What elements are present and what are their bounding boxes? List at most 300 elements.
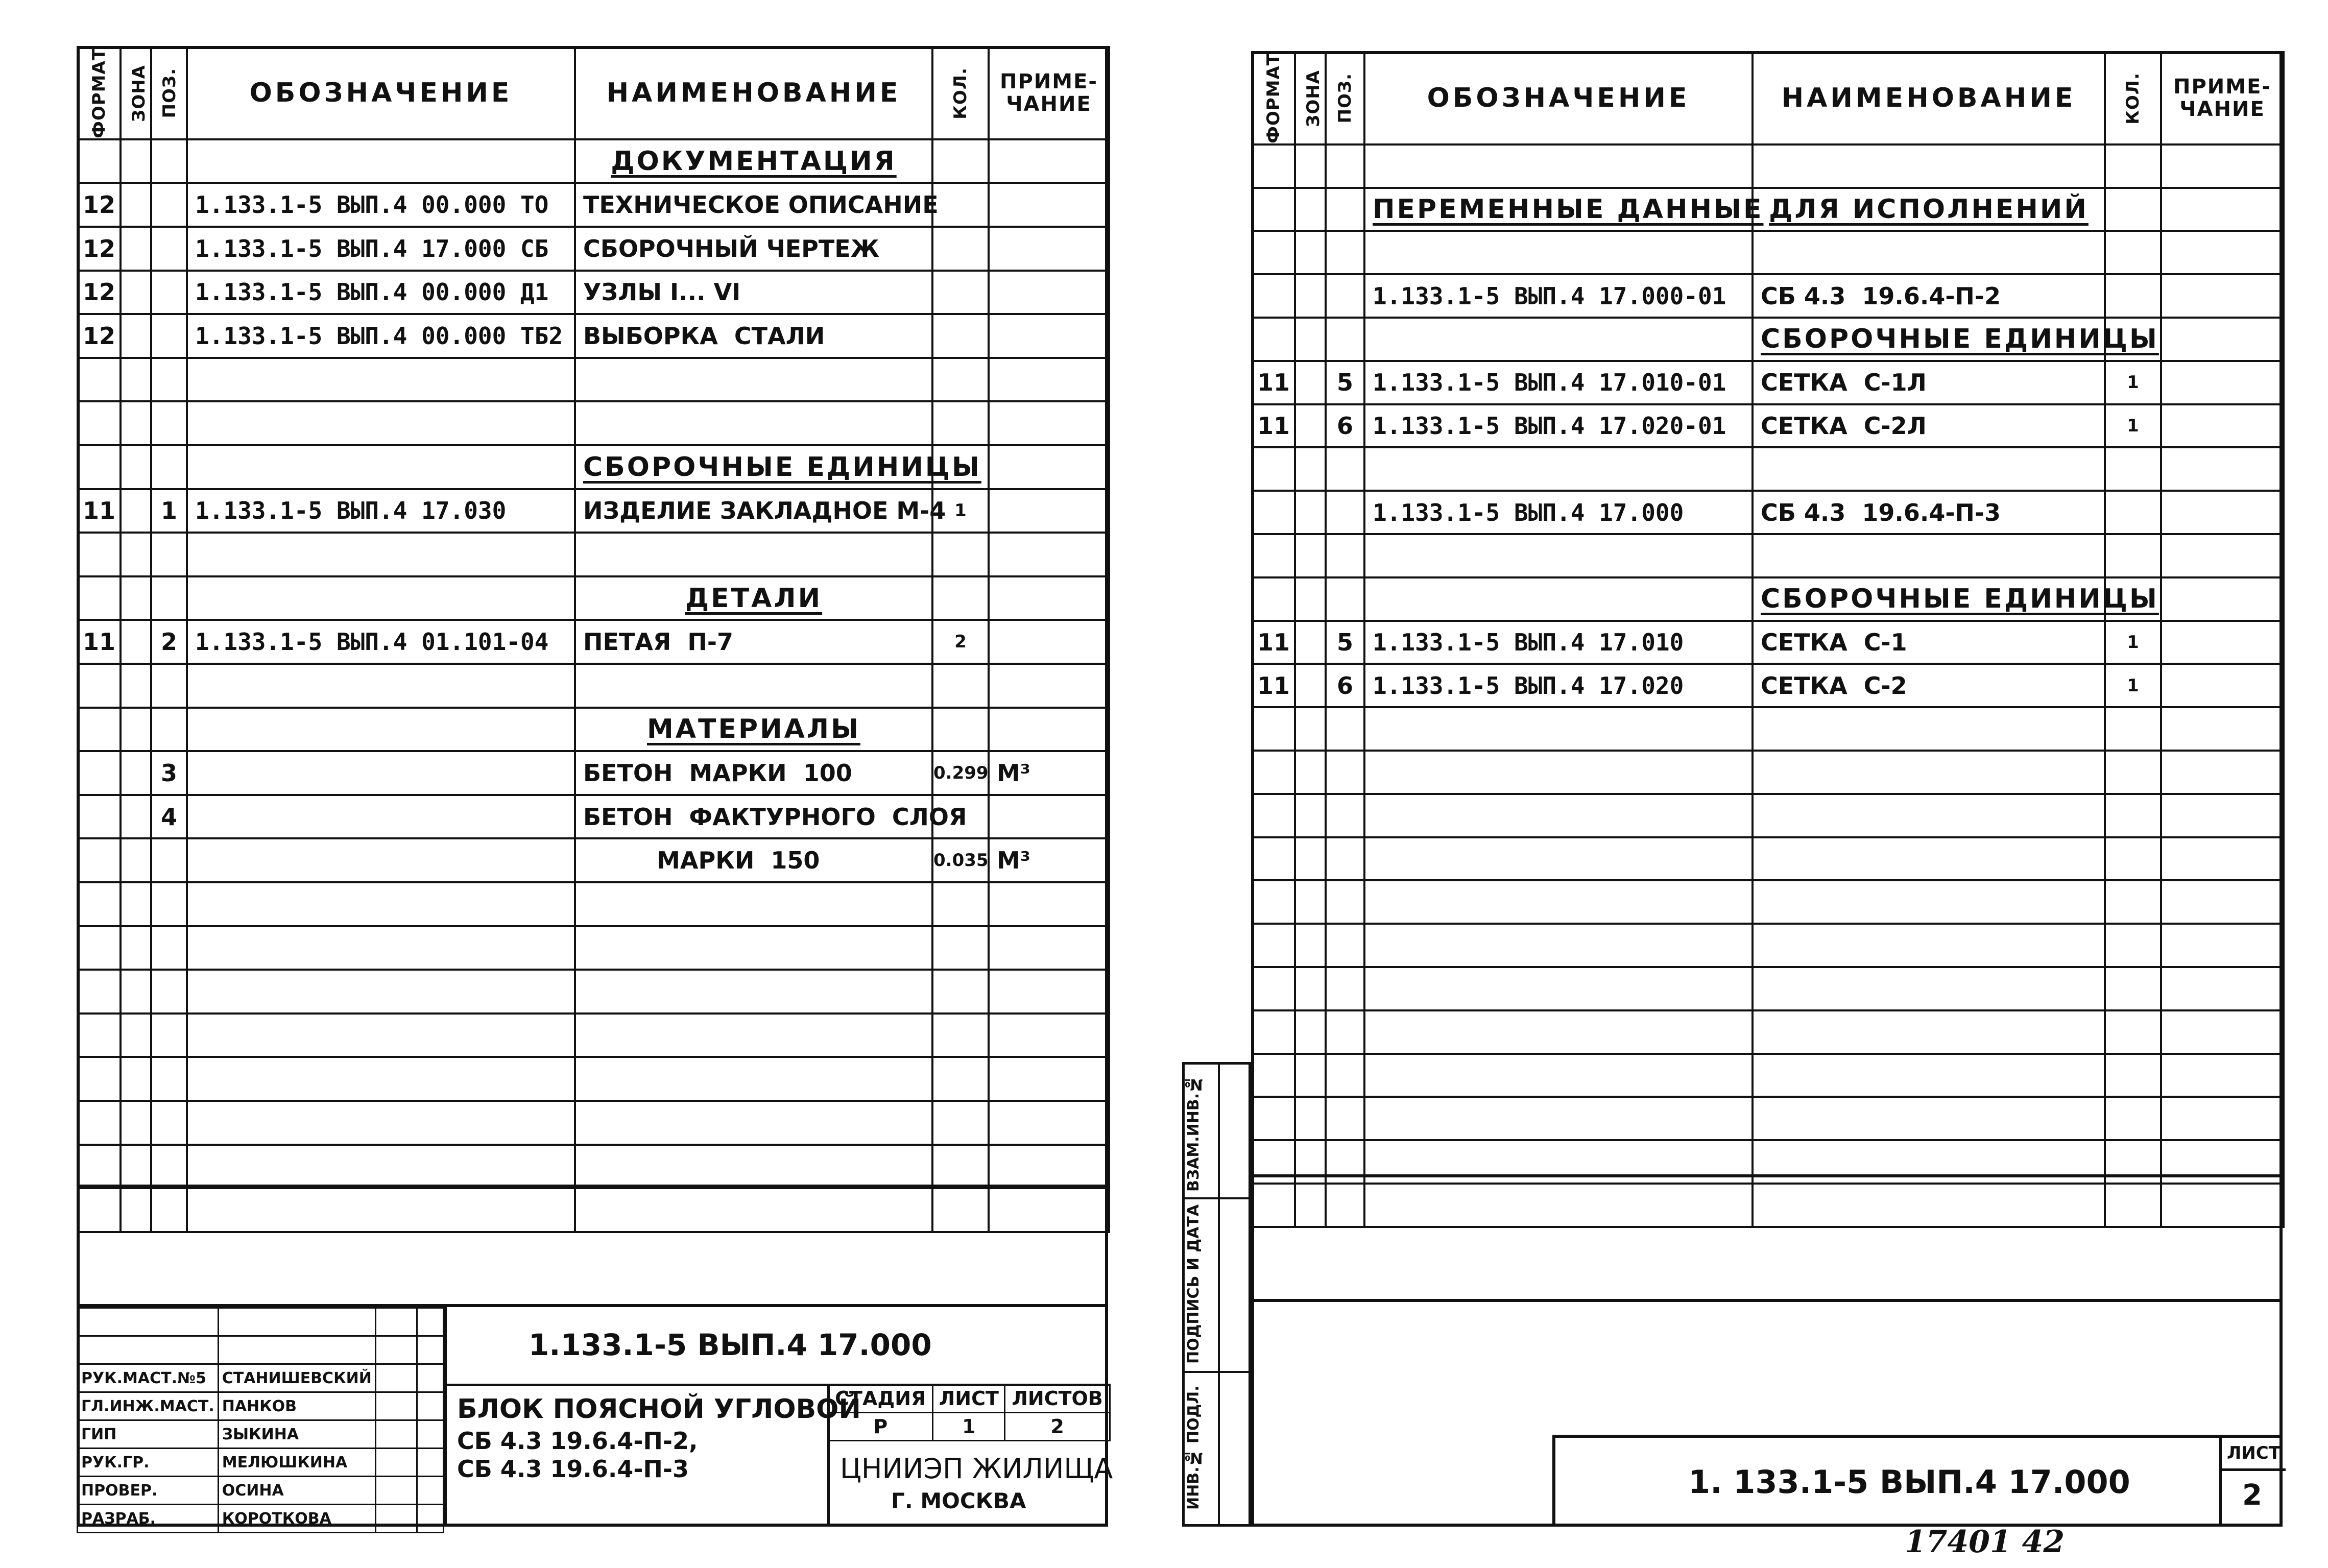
cell-pos	[1326, 274, 1364, 318]
cell-pos	[151, 664, 187, 708]
cell-zone	[1295, 1010, 1326, 1054]
stage-value: Р	[828, 1413, 933, 1441]
signer-row	[78, 1449, 444, 1477]
cell-pos	[151, 139, 187, 183]
sheet-label: ЛИСТ	[933, 1385, 1005, 1413]
cell-pos	[151, 533, 187, 576]
cell-name	[575, 533, 932, 576]
cell-name	[1753, 924, 2105, 967]
cell-zone	[1295, 361, 1326, 404]
section-heading: СБОРОЧНЫЕ ЕДИНИЦЫ	[583, 451, 981, 483]
table-row	[1252, 880, 2284, 924]
cell-pos: 1	[151, 489, 187, 533]
cell-note	[989, 183, 1109, 227]
col-name: НАИМЕНОВАНИЕ	[1753, 52, 2105, 144]
cell-des	[1364, 318, 1753, 361]
cell-fmt	[78, 1014, 121, 1057]
signer-name: КОРОТКОВА	[218, 1505, 375, 1533]
cell-zone	[121, 445, 151, 489]
date-cell	[417, 1420, 444, 1449]
signer-role: ПРОВЕР.	[78, 1477, 219, 1505]
cell-qty	[2105, 707, 2161, 751]
cell-qty: 1	[932, 489, 989, 533]
cell-qty	[2105, 491, 2161, 534]
cell-fmt	[1252, 1054, 1295, 1097]
cell-fmt	[78, 139, 121, 183]
stage-label: СТАДИЯ	[828, 1385, 933, 1413]
cell-note	[2161, 1054, 2284, 1097]
vzam-inv-label: ВЗАМ.ИНВ.№	[1185, 1075, 1203, 1192]
cell-qty	[2105, 447, 2161, 491]
cell-qty	[932, 314, 989, 358]
title-block	[77, 1307, 1113, 1528]
cell-pos	[151, 576, 187, 620]
title-code: 1.133.1-5 ВЫП.4 17.000	[529, 1328, 932, 1362]
cell-note	[2161, 1097, 2284, 1140]
table-row	[1252, 621, 2284, 664]
title-line-1: БЛОК ПОЯСНОЙ УГЛОВОЙ	[457, 1394, 861, 1425]
cell-qty: 1	[2105, 664, 2161, 707]
cell-pos: 3	[151, 751, 187, 795]
cell-pos	[151, 708, 187, 752]
cell-pos	[151, 926, 187, 970]
cell-qty: 1	[2105, 404, 2161, 448]
col-qty: КОЛ.	[2105, 52, 2161, 144]
cell-pos	[1326, 794, 1364, 837]
cell-des	[187, 926, 575, 970]
cell-des	[187, 1101, 575, 1145]
table-row	[1252, 1097, 2284, 1140]
cell-fmt	[1252, 837, 1295, 881]
cell-qty	[932, 1057, 989, 1101]
cell-zone	[1295, 967, 1326, 1010]
cell-fmt: 12	[78, 271, 121, 315]
cell-des	[1364, 577, 1753, 621]
table-row	[78, 620, 1109, 664]
cell-zone	[1295, 751, 1326, 794]
cell-fmt	[78, 1057, 121, 1101]
cell-zone	[121, 838, 151, 882]
cell-des	[1364, 751, 1753, 794]
table-row	[78, 1057, 1109, 1101]
cell-name: СБОРОЧНЫЙ ЧЕРТЕЖ	[575, 227, 932, 271]
cell-name: МАРКИ 150	[575, 838, 932, 882]
cell-qty	[932, 664, 989, 708]
cell-des	[1364, 1054, 1753, 1097]
cell-zone	[121, 882, 151, 926]
cell-des	[1364, 924, 1753, 967]
signature-cell	[375, 1420, 417, 1449]
table-row	[78, 489, 1109, 533]
cell-pos: 5	[1326, 361, 1364, 404]
cell-fmt	[78, 664, 121, 708]
section-heading: СБОРОЧНЫЕ ЕДИНИЦЫ	[1761, 324, 2159, 355]
cell-name	[1753, 447, 2105, 491]
cell-note	[2161, 1010, 2284, 1054]
cell-pos	[151, 401, 187, 445]
cell-zone	[1295, 707, 1326, 751]
cell-fmt	[78, 795, 121, 839]
table-row	[1252, 491, 2284, 534]
cell-name: СЕТКА С-2Л	[1753, 404, 2105, 448]
cell-fmt	[1252, 231, 1295, 274]
table-row	[1252, 274, 2284, 318]
signer-name: МЕЛЮШКИНА	[218, 1449, 375, 1477]
cell-pos	[151, 227, 187, 271]
cell-note	[989, 358, 1109, 402]
cell-fmt	[1252, 447, 1295, 491]
cell-qty	[2105, 1010, 2161, 1054]
signer-row	[78, 1420, 444, 1449]
cell-name	[1753, 880, 2105, 924]
cell-fmt	[78, 576, 121, 620]
cell-fmt	[1252, 1010, 1295, 1054]
cell-qty	[932, 358, 989, 402]
cell-note	[989, 314, 1109, 358]
cell-name: СЕТКА С-1	[1753, 621, 2105, 664]
cell-zone	[1295, 188, 1326, 231]
cell-zone	[1295, 231, 1326, 274]
cell-des	[1364, 1010, 1753, 1054]
cell-qty	[932, 1145, 989, 1189]
cell-qty	[2105, 837, 2161, 881]
cell-fmt	[1252, 880, 1295, 924]
signature-cell	[375, 1449, 417, 1477]
cell-fmt	[1252, 751, 1295, 794]
table-row	[1252, 794, 2284, 837]
cell-note	[989, 1014, 1109, 1057]
cell-note	[989, 926, 1109, 970]
cell-qty: 0.299	[932, 751, 989, 795]
cell-fmt	[1252, 491, 1295, 534]
cell-des: 1.133.1-5 ВЫП.4 17.010	[1364, 621, 1753, 664]
cell-fmt	[78, 1101, 121, 1145]
cell-pos	[151, 358, 187, 402]
right-footer	[1552, 1435, 2283, 1527]
table-row	[1252, 577, 2284, 621]
col-designation: ОБОЗНАЧЕНИЕ	[1364, 52, 1753, 144]
cell-name	[575, 401, 932, 445]
cell-name: ИЗДЕЛИЕ ЗАКЛАДНОЕ М-4	[575, 489, 932, 533]
cell-des	[1364, 837, 1753, 881]
cell-fmt	[78, 358, 121, 402]
cell-name	[575, 708, 932, 752]
cell-name: ВЫБОРКА СТАЛИ	[575, 314, 932, 358]
cell-note	[989, 1057, 1109, 1101]
signer-name: ЗЫКИНА	[218, 1420, 375, 1449]
title-line-2: СБ 4.3 19.6.4-П-2,	[457, 1427, 698, 1455]
cell-fmt	[78, 970, 121, 1014]
right-footer-code: 1. 133.1-5 ВЫП.4 17.000	[1688, 1463, 2130, 1501]
cell-des	[187, 1014, 575, 1057]
cell-name	[575, 1101, 932, 1145]
cell-zone	[121, 401, 151, 445]
sheet-value: 1	[933, 1413, 1005, 1441]
cell-pos	[1326, 491, 1364, 534]
right-blank-panel	[1251, 1174, 2283, 1302]
right-spec-table	[1251, 51, 2285, 1228]
cell-pos	[151, 882, 187, 926]
cell-fmt	[78, 445, 121, 489]
cell-zone	[121, 489, 151, 533]
cell-qty	[2105, 231, 2161, 274]
cell-fmt: 11	[1252, 404, 1295, 448]
cell-note	[2161, 967, 2284, 1010]
cell-fmt: 12	[78, 227, 121, 271]
stage-table	[827, 1384, 1111, 1441]
table-row	[78, 271, 1109, 315]
cell-name: БЕТОН МАРКИ 100	[575, 751, 932, 795]
table-row	[1252, 404, 2284, 448]
cell-pos	[1326, 188, 1364, 231]
cell-qty	[2105, 967, 2161, 1010]
cell-name: СЕТКА С-2	[1753, 664, 2105, 707]
cell-des	[187, 445, 575, 489]
cell-zone	[1295, 534, 1326, 577]
cell-des: 1.133.1-5 ВЫП.4 00.000 Д1	[187, 271, 575, 315]
cell-name: СЕТКА С-1Л	[1753, 361, 2105, 404]
cell-note	[2161, 274, 2284, 318]
cell-fmt	[1252, 924, 1295, 967]
cell-zone	[121, 620, 151, 664]
cell-fmt	[78, 838, 121, 882]
date-cell	[417, 1505, 444, 1533]
cell-zone	[1295, 664, 1326, 707]
cell-fmt: 11	[1252, 621, 1295, 664]
cell-pos	[1326, 751, 1364, 794]
cell-pos	[1326, 144, 1364, 188]
cell-pos	[1326, 1097, 1364, 1140]
table-row	[78, 926, 1109, 970]
cell-qty: 2	[932, 620, 989, 664]
archive-number: 17401 42	[1905, 1524, 2065, 1560]
cell-fmt	[1252, 188, 1295, 231]
cell-qty	[932, 1014, 989, 1057]
table-row	[78, 576, 1109, 620]
sheets-value: 2	[1005, 1413, 1110, 1441]
cell-des	[187, 708, 575, 752]
cell-name	[1753, 318, 2159, 361]
cell-name	[575, 926, 932, 970]
cell-note	[2161, 361, 2284, 404]
cell-qty	[2105, 924, 2161, 967]
right-sheet-number: 2	[2242, 1479, 2262, 1512]
table-row	[1252, 144, 2284, 188]
cell-note	[989, 489, 1109, 533]
table-row	[78, 708, 1109, 752]
cell-pos	[151, 970, 187, 1014]
table-row	[1252, 1010, 2284, 1054]
cell-note	[2161, 534, 2284, 577]
signer-role: РУК.МАСТ.№5	[78, 1364, 219, 1392]
table-row	[1252, 231, 2284, 274]
cell-des	[187, 970, 575, 1014]
cell-zone	[121, 533, 151, 576]
cell-zone	[121, 926, 151, 970]
col-zone: ЗОНА	[1295, 52, 1326, 144]
cell-zone	[1295, 318, 1326, 361]
cell-zone	[1295, 924, 1326, 967]
cell-name	[575, 139, 932, 183]
cell-des	[187, 401, 575, 445]
section-heading: ПЕРЕМЕННЫЕ ДАННЫЕ	[1373, 194, 1764, 225]
cell-fmt	[78, 751, 121, 795]
table-row	[1252, 188, 2284, 231]
cell-zone	[121, 271, 151, 315]
cell-note	[2161, 794, 2284, 837]
cell-zone	[1295, 577, 1326, 621]
cell-name	[1753, 751, 2105, 794]
cell-zone	[1295, 491, 1326, 534]
cell-note	[989, 227, 1109, 271]
cell-fmt: 11	[1252, 361, 1295, 404]
cell-name	[1753, 144, 2105, 188]
table-row	[78, 358, 1109, 402]
cell-pos	[151, 1101, 187, 1145]
cell-des: 1.133.1-5 ВЫП.4 01.101-04	[187, 620, 575, 664]
left-spec-table	[77, 46, 1110, 1233]
signers-table	[77, 1307, 444, 1533]
cell-fmt: 12	[78, 314, 121, 358]
signer-role: ГИП	[78, 1420, 219, 1449]
cell-qty	[2105, 1054, 2161, 1097]
cell-fmt	[1252, 144, 1295, 188]
cell-zone	[121, 314, 151, 358]
cell-name	[575, 445, 981, 489]
cell-qty	[2105, 880, 2161, 924]
cell-zone	[1295, 404, 1326, 448]
cell-qty	[932, 970, 989, 1014]
org-name: ЦНИИЭП ЖИЛИЩА	[840, 1453, 1113, 1485]
cell-name	[1753, 1097, 2105, 1140]
cell-name	[1753, 707, 2105, 751]
table-row	[78, 838, 1109, 882]
sheets-label: ЛИСТОВ	[1005, 1385, 1110, 1413]
table-row	[1252, 707, 2284, 751]
cell-qty	[932, 271, 989, 315]
signature-cell	[375, 1505, 417, 1533]
cell-des	[187, 795, 575, 839]
cell-zone	[121, 664, 151, 708]
cell-note	[989, 970, 1109, 1014]
cell-note: М³	[989, 838, 1109, 882]
section-heading: ДОКУМЕНТАЦИЯ	[611, 146, 897, 177]
cell-note	[989, 708, 1109, 752]
right-sheet-label: ЛИСТ	[2227, 1443, 2281, 1463]
cell-zone	[121, 795, 151, 839]
cell-fmt	[1252, 794, 1295, 837]
cell-qty	[932, 708, 989, 752]
cell-pos	[1326, 1054, 1364, 1097]
sign-date-label: ПОДПИСЬ И ДАТА	[1185, 1204, 1203, 1364]
cell-des: 1.133.1-5 ВЫП.4 00.000 ТБ2	[187, 314, 575, 358]
cell-note	[989, 533, 1109, 576]
cell-pos: 5	[1326, 621, 1364, 664]
cell-des: 1.133.1-5 ВЫП.4 17.000	[1364, 491, 1753, 534]
cell-zone	[121, 970, 151, 1014]
cell-fmt: 12	[78, 183, 121, 227]
cell-note	[2161, 188, 2284, 231]
cell-pos	[151, 314, 187, 358]
cell-note	[989, 445, 1109, 489]
table-row	[1252, 447, 2284, 491]
table-row	[78, 1101, 1109, 1145]
cell-fmt: 11	[1252, 664, 1295, 707]
cell-des	[1364, 967, 1753, 1010]
cell-pos: 6	[1326, 664, 1364, 707]
cell-pos	[1326, 447, 1364, 491]
table-row	[1252, 664, 2284, 707]
table-row	[78, 664, 1109, 708]
cell-des	[1364, 188, 1764, 231]
cell-zone	[1295, 1054, 1326, 1097]
cell-qty	[932, 926, 989, 970]
cell-fmt	[78, 1145, 121, 1189]
cell-pos: 6	[1326, 404, 1364, 448]
section-heading: ДЛЯ ИСПОЛНЕНИЙ	[1769, 194, 2089, 225]
section-heading: МАТЕРИАЛЫ	[647, 714, 860, 745]
table-row	[78, 139, 1109, 183]
cell-pos	[151, 183, 187, 227]
cell-name: ТЕХНИЧЕСКОЕ ОПИСАНИЕ	[575, 183, 932, 227]
cell-name	[1753, 1054, 2105, 1097]
cell-name	[575, 664, 932, 708]
col-format: ФОРМАТ	[1252, 52, 1295, 144]
cell-name: УЗЛЫ I... VI	[575, 271, 932, 315]
cell-des	[187, 664, 575, 708]
cell-fmt	[1252, 534, 1295, 577]
cell-qty	[932, 576, 989, 620]
cell-zone	[121, 1145, 151, 1189]
cell-pos: 2	[151, 620, 187, 664]
table-row	[78, 533, 1109, 576]
table-row	[1252, 361, 2284, 404]
signature-cell	[375, 1364, 417, 1392]
cell-des: 1.133.1-5 ВЫП.4 17.000-01	[1364, 274, 1753, 318]
cell-note	[2161, 924, 2284, 967]
table-row	[78, 314, 1109, 358]
col-qty: КОЛ.	[932, 47, 989, 139]
cell-fmt	[1252, 707, 1295, 751]
cell-note	[2161, 447, 2284, 491]
cell-qty	[2105, 1097, 2161, 1140]
cell-zone	[121, 751, 151, 795]
cell-note	[2161, 751, 2284, 794]
signature-cell	[375, 1477, 417, 1505]
table-row	[1252, 967, 2284, 1010]
cell-fmt	[78, 882, 121, 926]
cell-des	[187, 1145, 575, 1189]
cell-qty	[2105, 274, 2161, 318]
cell-pos	[1326, 967, 1364, 1010]
cell-pos	[1326, 880, 1364, 924]
signer-row	[78, 1505, 444, 1533]
cell-note	[989, 664, 1109, 708]
table-row	[1252, 534, 2284, 577]
cell-name	[575, 576, 932, 620]
cell-des: 1.133.1-5 ВЫП.4 17.030	[187, 489, 575, 533]
cell-pos	[151, 838, 187, 882]
cell-note	[989, 401, 1109, 445]
cell-note	[2161, 837, 2284, 881]
table-row	[1252, 1054, 2284, 1097]
signer-row	[78, 1477, 444, 1505]
cell-des: 1.133.1-5 ВЫП.4 17.000 СБ	[187, 227, 575, 271]
cell-pos	[1326, 924, 1364, 967]
table-row	[1252, 837, 2284, 881]
cell-pos	[1326, 1010, 1364, 1054]
cell-des	[187, 1057, 575, 1101]
